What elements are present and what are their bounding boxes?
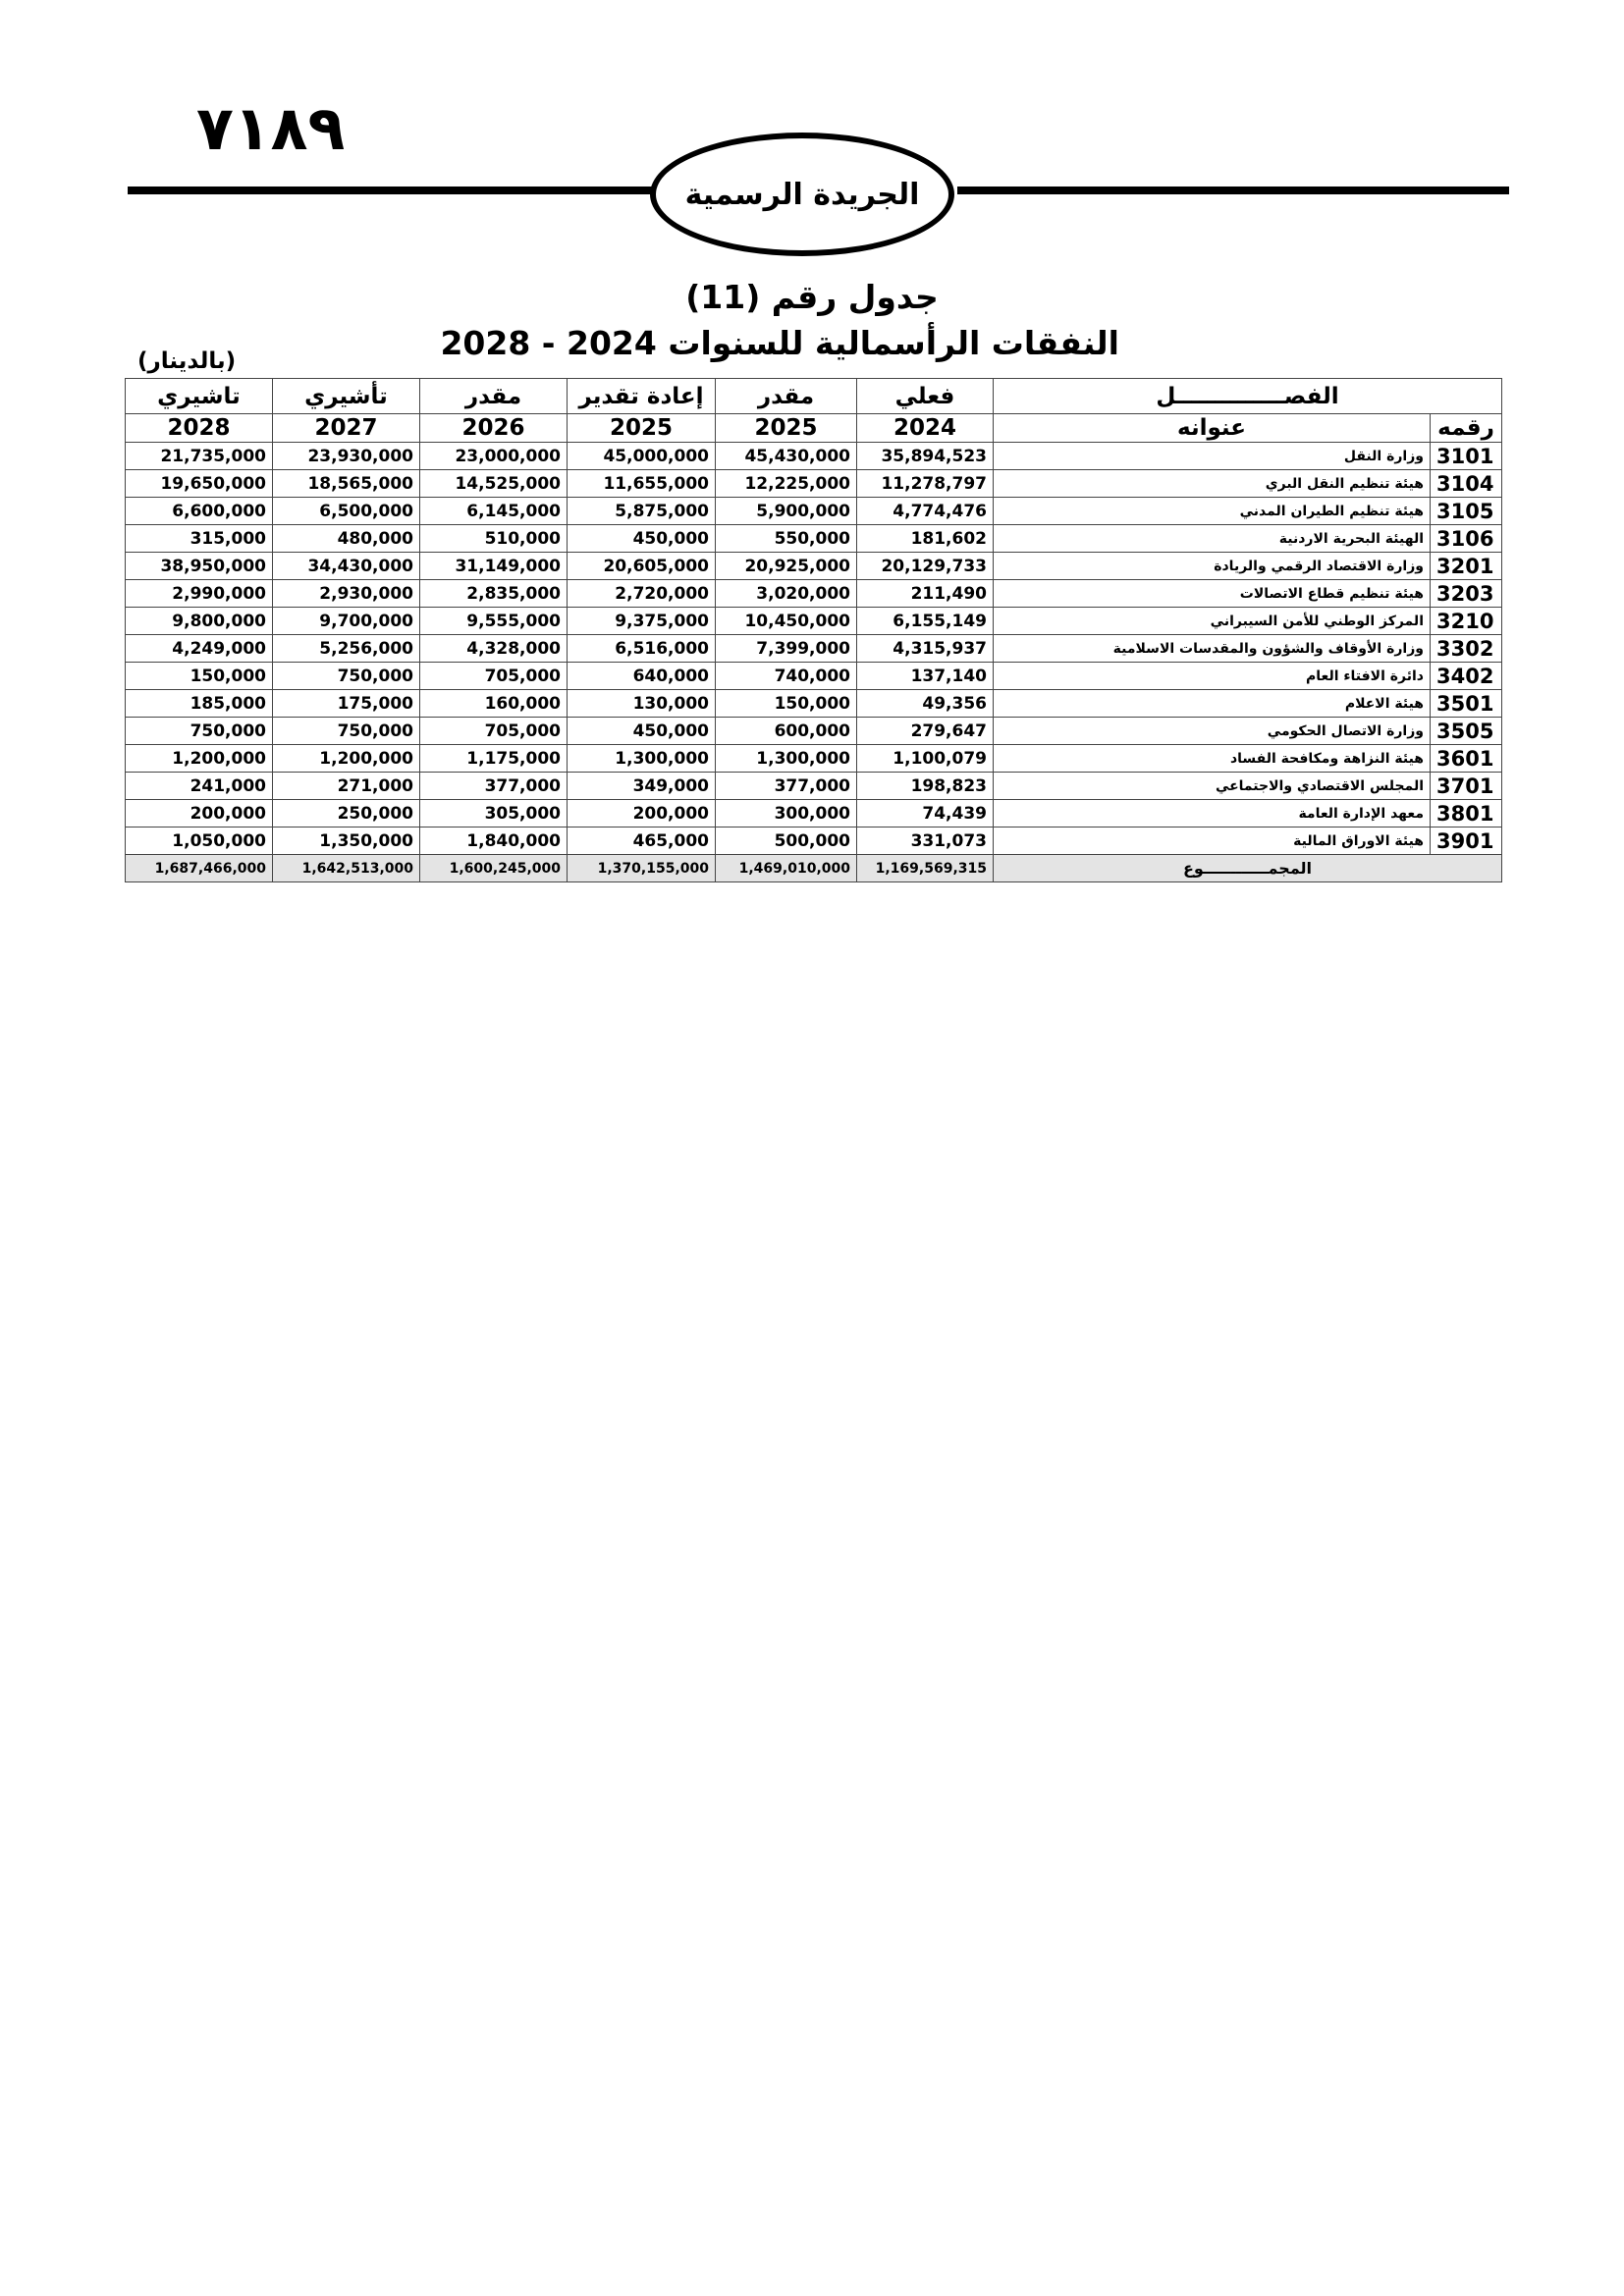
value-reestimate-2025: 640,000 <box>568 663 716 690</box>
value-2027: 480,000 <box>273 525 420 553</box>
value-reestimate-2025: 200,000 <box>568 800 716 828</box>
table-row <box>126 525 1502 553</box>
table-body <box>126 443 1502 855</box>
value-2028: 21,735,000 <box>126 443 273 470</box>
value-2026: 160,000 <box>420 690 568 718</box>
value-2028: 750,000 <box>126 718 273 745</box>
chapter-code: 3505 <box>1431 718 1502 745</box>
value-2028: 6,600,000 <box>126 498 273 525</box>
value-estimate-2025: 3,020,000 <box>716 580 857 608</box>
value-2026: 705,000 <box>420 718 568 745</box>
value-estimate-2025: 20,925,000 <box>716 553 857 580</box>
value-reestimate-2025: 450,000 <box>568 525 716 553</box>
value-reestimate-2025: 11,655,000 <box>568 470 716 498</box>
chapter-name: وزارة الاقتصاد الرقمي والريادة <box>994 553 1431 580</box>
value-2028: 1,200,000 <box>126 745 273 773</box>
chapter-code: 3701 <box>1431 773 1502 800</box>
table-row <box>126 498 1502 525</box>
value-2026: 1,175,000 <box>420 745 568 773</box>
header-rule-right <box>957 187 1509 194</box>
value-2026: 9,555,000 <box>420 608 568 635</box>
value-2028: 2,990,000 <box>126 580 273 608</box>
column-header-year: 2024 <box>857 414 994 443</box>
value-2028: 200,000 <box>126 800 273 828</box>
value-2027: 18,565,000 <box>273 470 420 498</box>
value-actual-2024: 4,315,937 <box>857 635 994 663</box>
value-2027: 6,500,000 <box>273 498 420 525</box>
chapter-name: دائرة الافتاء العام <box>994 663 1431 690</box>
table-row <box>126 773 1502 800</box>
value-actual-2024: 1,100,079 <box>857 745 994 773</box>
value-2027: 271,000 <box>273 773 420 800</box>
value-estimate-2025: 10,450,000 <box>716 608 857 635</box>
chapter-name: وزارة الأوقاف والشؤون والمقدسات الاسلامية <box>994 635 1431 663</box>
chapter-name: وزارة النقل <box>994 443 1431 470</box>
value-2028: 38,950,000 <box>126 553 273 580</box>
chapter-name: الهيئة البحرية الاردنية <box>994 525 1431 553</box>
column-header-label: مقدر <box>420 379 568 414</box>
value-actual-2024: 74,439 <box>857 800 994 828</box>
table-row <box>126 718 1502 745</box>
column-header-year: 2025 <box>716 414 857 443</box>
value-2028: 185,000 <box>126 690 273 718</box>
value-2026: 305,000 <box>420 800 568 828</box>
table-row <box>126 690 1502 718</box>
chapter-code: 3210 <box>1431 608 1502 635</box>
value-2026: 6,145,000 <box>420 498 568 525</box>
value-2026: 510,000 <box>420 525 568 553</box>
chapter-name: هيئة الاوراق المالية <box>994 828 1431 855</box>
page-number: ٧١٨٩ <box>196 92 346 164</box>
column-header-year: 2028 <box>126 414 273 443</box>
chapter-code: 3901 <box>1431 828 1502 855</box>
value-2027: 750,000 <box>273 663 420 690</box>
chapter-code: 3601 <box>1431 745 1502 773</box>
total-2026: 1,600,245,000 <box>420 855 568 882</box>
masthead-oval <box>650 133 954 256</box>
value-2026: 14,525,000 <box>420 470 568 498</box>
chapter-code: 3801 <box>1431 800 1502 828</box>
value-2027: 175,000 <box>273 690 420 718</box>
chapter-code: 3302 <box>1431 635 1502 663</box>
value-2027: 2,930,000 <box>273 580 420 608</box>
value-2027: 5,256,000 <box>273 635 420 663</box>
chapter-name: هيئة النزاهة ومكافحة الفساد <box>994 745 1431 773</box>
table-row <box>126 635 1502 663</box>
table-row <box>126 608 1502 635</box>
chapter-code: 3201 <box>1431 553 1502 580</box>
value-actual-2024: 331,073 <box>857 828 994 855</box>
column-header-label: تأشيري <box>273 379 420 414</box>
value-reestimate-2025: 349,000 <box>568 773 716 800</box>
value-estimate-2025: 150,000 <box>716 690 857 718</box>
value-reestimate-2025: 20,605,000 <box>568 553 716 580</box>
chapter-header: الفصــــــــــــــل <box>994 379 1502 414</box>
value-2028: 4,249,000 <box>126 635 273 663</box>
code-header: رقمه <box>1431 414 1502 443</box>
chapter-code: 3106 <box>1431 525 1502 553</box>
table-caption: جدول رقم (11) <box>685 278 939 316</box>
value-2028: 150,000 <box>126 663 273 690</box>
value-2028: 241,000 <box>126 773 273 800</box>
value-actual-2024: 211,490 <box>857 580 994 608</box>
value-actual-2024: 49,356 <box>857 690 994 718</box>
chapter-name: هيئة الاعلام <box>994 690 1431 718</box>
value-reestimate-2025: 130,000 <box>568 690 716 718</box>
column-header-year: 2027 <box>273 414 420 443</box>
column-header-label: تاشيري <box>126 379 273 414</box>
value-2026: 377,000 <box>420 773 568 800</box>
value-2026: 31,149,000 <box>420 553 568 580</box>
value-2027: 750,000 <box>273 718 420 745</box>
chapter-code: 3402 <box>1431 663 1502 690</box>
value-actual-2024: 4,774,476 <box>857 498 994 525</box>
value-reestimate-2025: 450,000 <box>568 718 716 745</box>
chapter-code: 3104 <box>1431 470 1502 498</box>
chapter-name: هيئة تنظيم النقل البري <box>994 470 1431 498</box>
value-actual-2024: 279,647 <box>857 718 994 745</box>
value-2027: 9,700,000 <box>273 608 420 635</box>
capital-expenditure-table <box>125 378 1502 882</box>
value-2028: 19,650,000 <box>126 470 273 498</box>
value-reestimate-2025: 6,516,000 <box>568 635 716 663</box>
value-estimate-2025: 550,000 <box>716 525 857 553</box>
value-reestimate-2025: 45,000,000 <box>568 443 716 470</box>
value-estimate-2025: 45,430,000 <box>716 443 857 470</box>
value-2027: 34,430,000 <box>273 553 420 580</box>
column-header-label: مقدر <box>716 379 857 414</box>
value-actual-2024: 6,155,149 <box>857 608 994 635</box>
table-row <box>126 443 1502 470</box>
value-2028: 1,050,000 <box>126 828 273 855</box>
chapter-name: المركز الوطني للأمن السيبراني <box>994 608 1431 635</box>
chapter-name: هيئة تنظيم الطيران المدني <box>994 498 1431 525</box>
value-estimate-2025: 740,000 <box>716 663 857 690</box>
value-actual-2024: 20,129,733 <box>857 553 994 580</box>
value-estimate-2025: 500,000 <box>716 828 857 855</box>
total-label: المجمــــــــــــوع <box>994 855 1502 882</box>
value-2027: 1,350,000 <box>273 828 420 855</box>
chapter-name: هيئة تنظيم قطاع الاتصالات <box>994 580 1431 608</box>
table-row <box>126 800 1502 828</box>
value-2027: 23,930,000 <box>273 443 420 470</box>
value-reestimate-2025: 1,300,000 <box>568 745 716 773</box>
value-reestimate-2025: 465,000 <box>568 828 716 855</box>
total-2027: 1,642,513,000 <box>273 855 420 882</box>
chapter-code: 3101 <box>1431 443 1502 470</box>
table-row <box>126 553 1502 580</box>
chapter-code: 3501 <box>1431 690 1502 718</box>
value-estimate-2025: 12,225,000 <box>716 470 857 498</box>
value-2026: 2,835,000 <box>420 580 568 608</box>
table-row <box>126 470 1502 498</box>
chapter-name: معهد الإدارة العامة <box>994 800 1431 828</box>
value-actual-2024: 35,894,523 <box>857 443 994 470</box>
name-header: عنوانه <box>994 414 1431 443</box>
table-row <box>126 828 1502 855</box>
value-actual-2024: 198,823 <box>857 773 994 800</box>
value-reestimate-2025: 9,375,000 <box>568 608 716 635</box>
value-reestimate-2025: 2,720,000 <box>568 580 716 608</box>
value-actual-2024: 181,602 <box>857 525 994 553</box>
value-2026: 23,000,000 <box>420 443 568 470</box>
header-row-labels <box>126 379 1502 414</box>
table-row <box>126 580 1502 608</box>
column-header-year: 2026 <box>420 414 568 443</box>
column-header-year: 2025 <box>568 414 716 443</box>
column-header-label: إعادة تقدير <box>568 379 716 414</box>
masthead-title: الجريدة الرسمية <box>684 177 920 212</box>
total-estimate-2025: 1,469,010,000 <box>716 855 857 882</box>
value-actual-2024: 11,278,797 <box>857 470 994 498</box>
table-title: النفقات الرأسمالية للسنوات 2024 - 2028 <box>440 324 1119 362</box>
value-2026: 705,000 <box>420 663 568 690</box>
value-2027: 250,000 <box>273 800 420 828</box>
header-rule-left <box>128 187 653 194</box>
table-row <box>126 663 1502 690</box>
header-row-years <box>126 414 1502 443</box>
chapter-name: المجلس الاقتصادي والاجتماعي <box>994 773 1431 800</box>
value-2028: 315,000 <box>126 525 273 553</box>
total-reestimate-2025: 1,370,155,000 <box>568 855 716 882</box>
chapter-code: 3105 <box>1431 498 1502 525</box>
value-reestimate-2025: 5,875,000 <box>568 498 716 525</box>
value-2026: 4,328,000 <box>420 635 568 663</box>
table-row <box>126 745 1502 773</box>
value-2027: 1,200,000 <box>273 745 420 773</box>
total-2028: 1,687,466,000 <box>126 855 273 882</box>
value-estimate-2025: 600,000 <box>716 718 857 745</box>
value-2026: 1,840,000 <box>420 828 568 855</box>
value-estimate-2025: 1,300,000 <box>716 745 857 773</box>
value-estimate-2025: 5,900,000 <box>716 498 857 525</box>
value-estimate-2025: 377,000 <box>716 773 857 800</box>
column-header-label: فعلي <box>857 379 994 414</box>
total-row <box>126 855 1502 882</box>
total-actual-2024: 1,169,569,315 <box>857 855 994 882</box>
currency-note: (بالدينار) <box>137 348 237 374</box>
chapter-name: وزارة الاتصال الحكومي <box>994 718 1431 745</box>
value-estimate-2025: 300,000 <box>716 800 857 828</box>
chapter-code: 3203 <box>1431 580 1502 608</box>
value-2028: 9,800,000 <box>126 608 273 635</box>
value-actual-2024: 137,140 <box>857 663 994 690</box>
value-estimate-2025: 7,399,000 <box>716 635 857 663</box>
